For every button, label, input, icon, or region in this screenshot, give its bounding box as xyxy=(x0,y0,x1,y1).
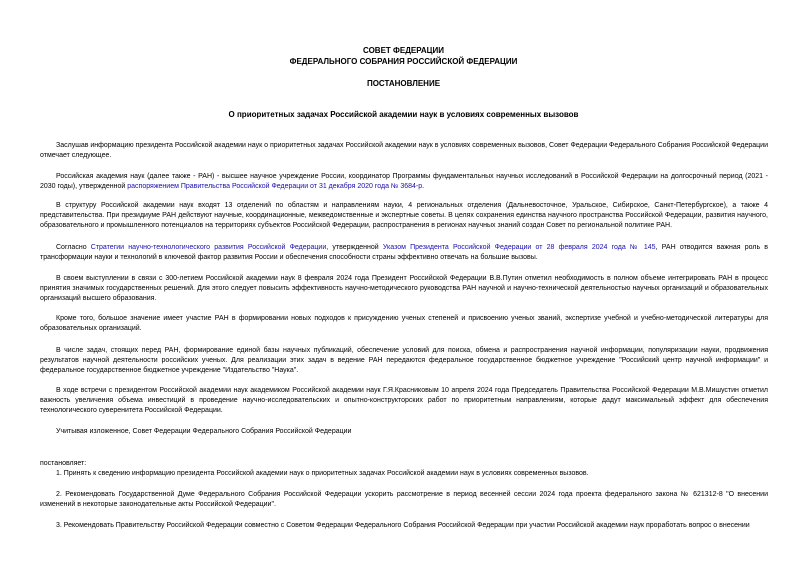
resolution-item-1: 1. Принять к сведению информацию президента Российской академии наук о приоритетных задачах Российской академии наук в условиях современных вызовов. xyxy=(56,470,589,477)
paragraph-4-mid: , утвержденной xyxy=(326,244,383,251)
resolution-item-2: 2. Рекомендовать Государственной Думе Федерального Собрания Российской Федерации ускорить рассмотрение в период весенней сессии 2024 года проекта федерального закона № 621312-8 "О внесении изменений в некоторые законодательные акты Российской Федерации". xyxy=(40,491,768,508)
paragraph-7: В числе задач, стоящих перед РАН, формирование единой базы научных публикаций, обеспечение условий для поиска, обмена и распространения научной информации, популяризации науки, продвижения результатов научной деятельности российских ученых. Для реализации этих задач в ведение РАН передаются федеральное государственное бюджетное учреждение "Российский центр научной информации" и федеральное государственное бюджетное учреждение "Издательство "Наука". xyxy=(40,347,768,374)
paragraph-5: В своем выступлении в связи с 300-летием Российской академии наук 8 февраля 2024 года Президент Российской Федерации В.В.Путин отметил необходимость в полном объеме интегрировать РАН в процесс принятия значимых государственных решений. Для этого следует повысить эффективность научно-методического руководства РАН научной и научно-технической деятельностью научных организаций и образовательных организаций высшего образования. xyxy=(40,275,768,302)
paragraph-4-text: Согласно xyxy=(56,244,91,251)
resolution-item-3: 3. Рекомендовать Правительству Российской Федерации совместно с Советом Федерации Федерального Собрания Российской Федерации при участии Российской академии наук проработать вопрос о внесении xyxy=(56,522,750,529)
org-name-line2: ФЕДЕРАЛЬНОГО СОБРАНИЯ РОССИЙСКОЙ ФЕДЕРАЦИИ xyxy=(289,57,518,66)
paragraph-2-end: . xyxy=(422,183,425,190)
paragraph-2-text: Российская академия наук (далее также - РАН) - высшее научное учреждение России, координатор Программы фундаментальных научных исследований в Российской Федерации на долгосрочный период (2021 - 2030 годы), утвержденной xyxy=(40,173,768,190)
paragraph-6: Кроме того, большое значение имеет участие РАН в формировании новых подходов к присуждению ученых степеней и присвоению ученых званий, экспертизе учебной и учебно-методической литературы для образовательных организаций. xyxy=(40,315,768,332)
resolves-label: постановляет: xyxy=(40,460,87,467)
decree-145-link[interactable]: Указом Президента Российской Федерации от 28 февраля 2024 года № 145 xyxy=(382,244,656,251)
paragraph-3: В структуру Российской академии наук входят 13 отделений по областям и направлениям науки, 4 региональных отделения (Дальневосточное, Уральское, Сибирское, Санкт-Петербургское), а также 4 представительства. При президиуме РАН действуют научные, координационные, межведомственные и экспертные советы. В целях сохранения единства научного пространства Российской Федерации, развития научного, образовательного и промышленного потенциалов на территориях субъектов Российской Федерации, распространения в регионах научных знаний создан Совет по региональной политике РАН. xyxy=(40,202,768,229)
paragraph-2 xyxy=(40,172,768,192)
document-type: ПОСТАНОВЛЕНИЕ xyxy=(366,79,441,88)
strategy-link[interactable]: Стратегии научно-технологического развития Российской Федерации xyxy=(90,244,327,251)
paragraph-1: Заслушав информацию президента Российской академии наук о приоритетных задачах Российской академии наук в условиях современных вызовов, Совет Федерации Федерального Собрания Российской Федерации отмечает следующее. xyxy=(40,142,768,159)
paragraph-8: В ходе встречи с президентом Российской академии наук академиком Российской академии наук Г.Я.Красниковым 10 апреля 2024 года Председатель Правительства Российской Федерации М.В.Мишустин отметил важность увеличения объема инвестиций в проведение научно-исследовательских и опытно-конструкторских работ по приоритетным направлениям, которые дадут максимальный эффект для обеспечения технологического суверенитета Российской Федерации. xyxy=(40,387,768,414)
paragraph-4 xyxy=(40,243,768,263)
document-title: О приоритетных задачах Российской академии наук в условиях современных вызовов xyxy=(228,110,579,119)
paragraph-4-end: , РАН отводится важная роль в трансформации науки и технологий в ключевой фактор развития России и обеспечения способности страны эффективно отвечать на большие вызовы. xyxy=(40,244,769,261)
decree-3684-link[interactable]: распоряжением Правительства Российской Федерации от 31 декабря 2020 года № 3684-р xyxy=(127,183,423,190)
org-name-line1: СОВЕТ ФЕДЕРАЦИИ xyxy=(363,46,444,55)
paragraph-9: Учитывая изложенное, Совет Федерации Федерального Собрания Российской Федерации xyxy=(56,428,352,435)
